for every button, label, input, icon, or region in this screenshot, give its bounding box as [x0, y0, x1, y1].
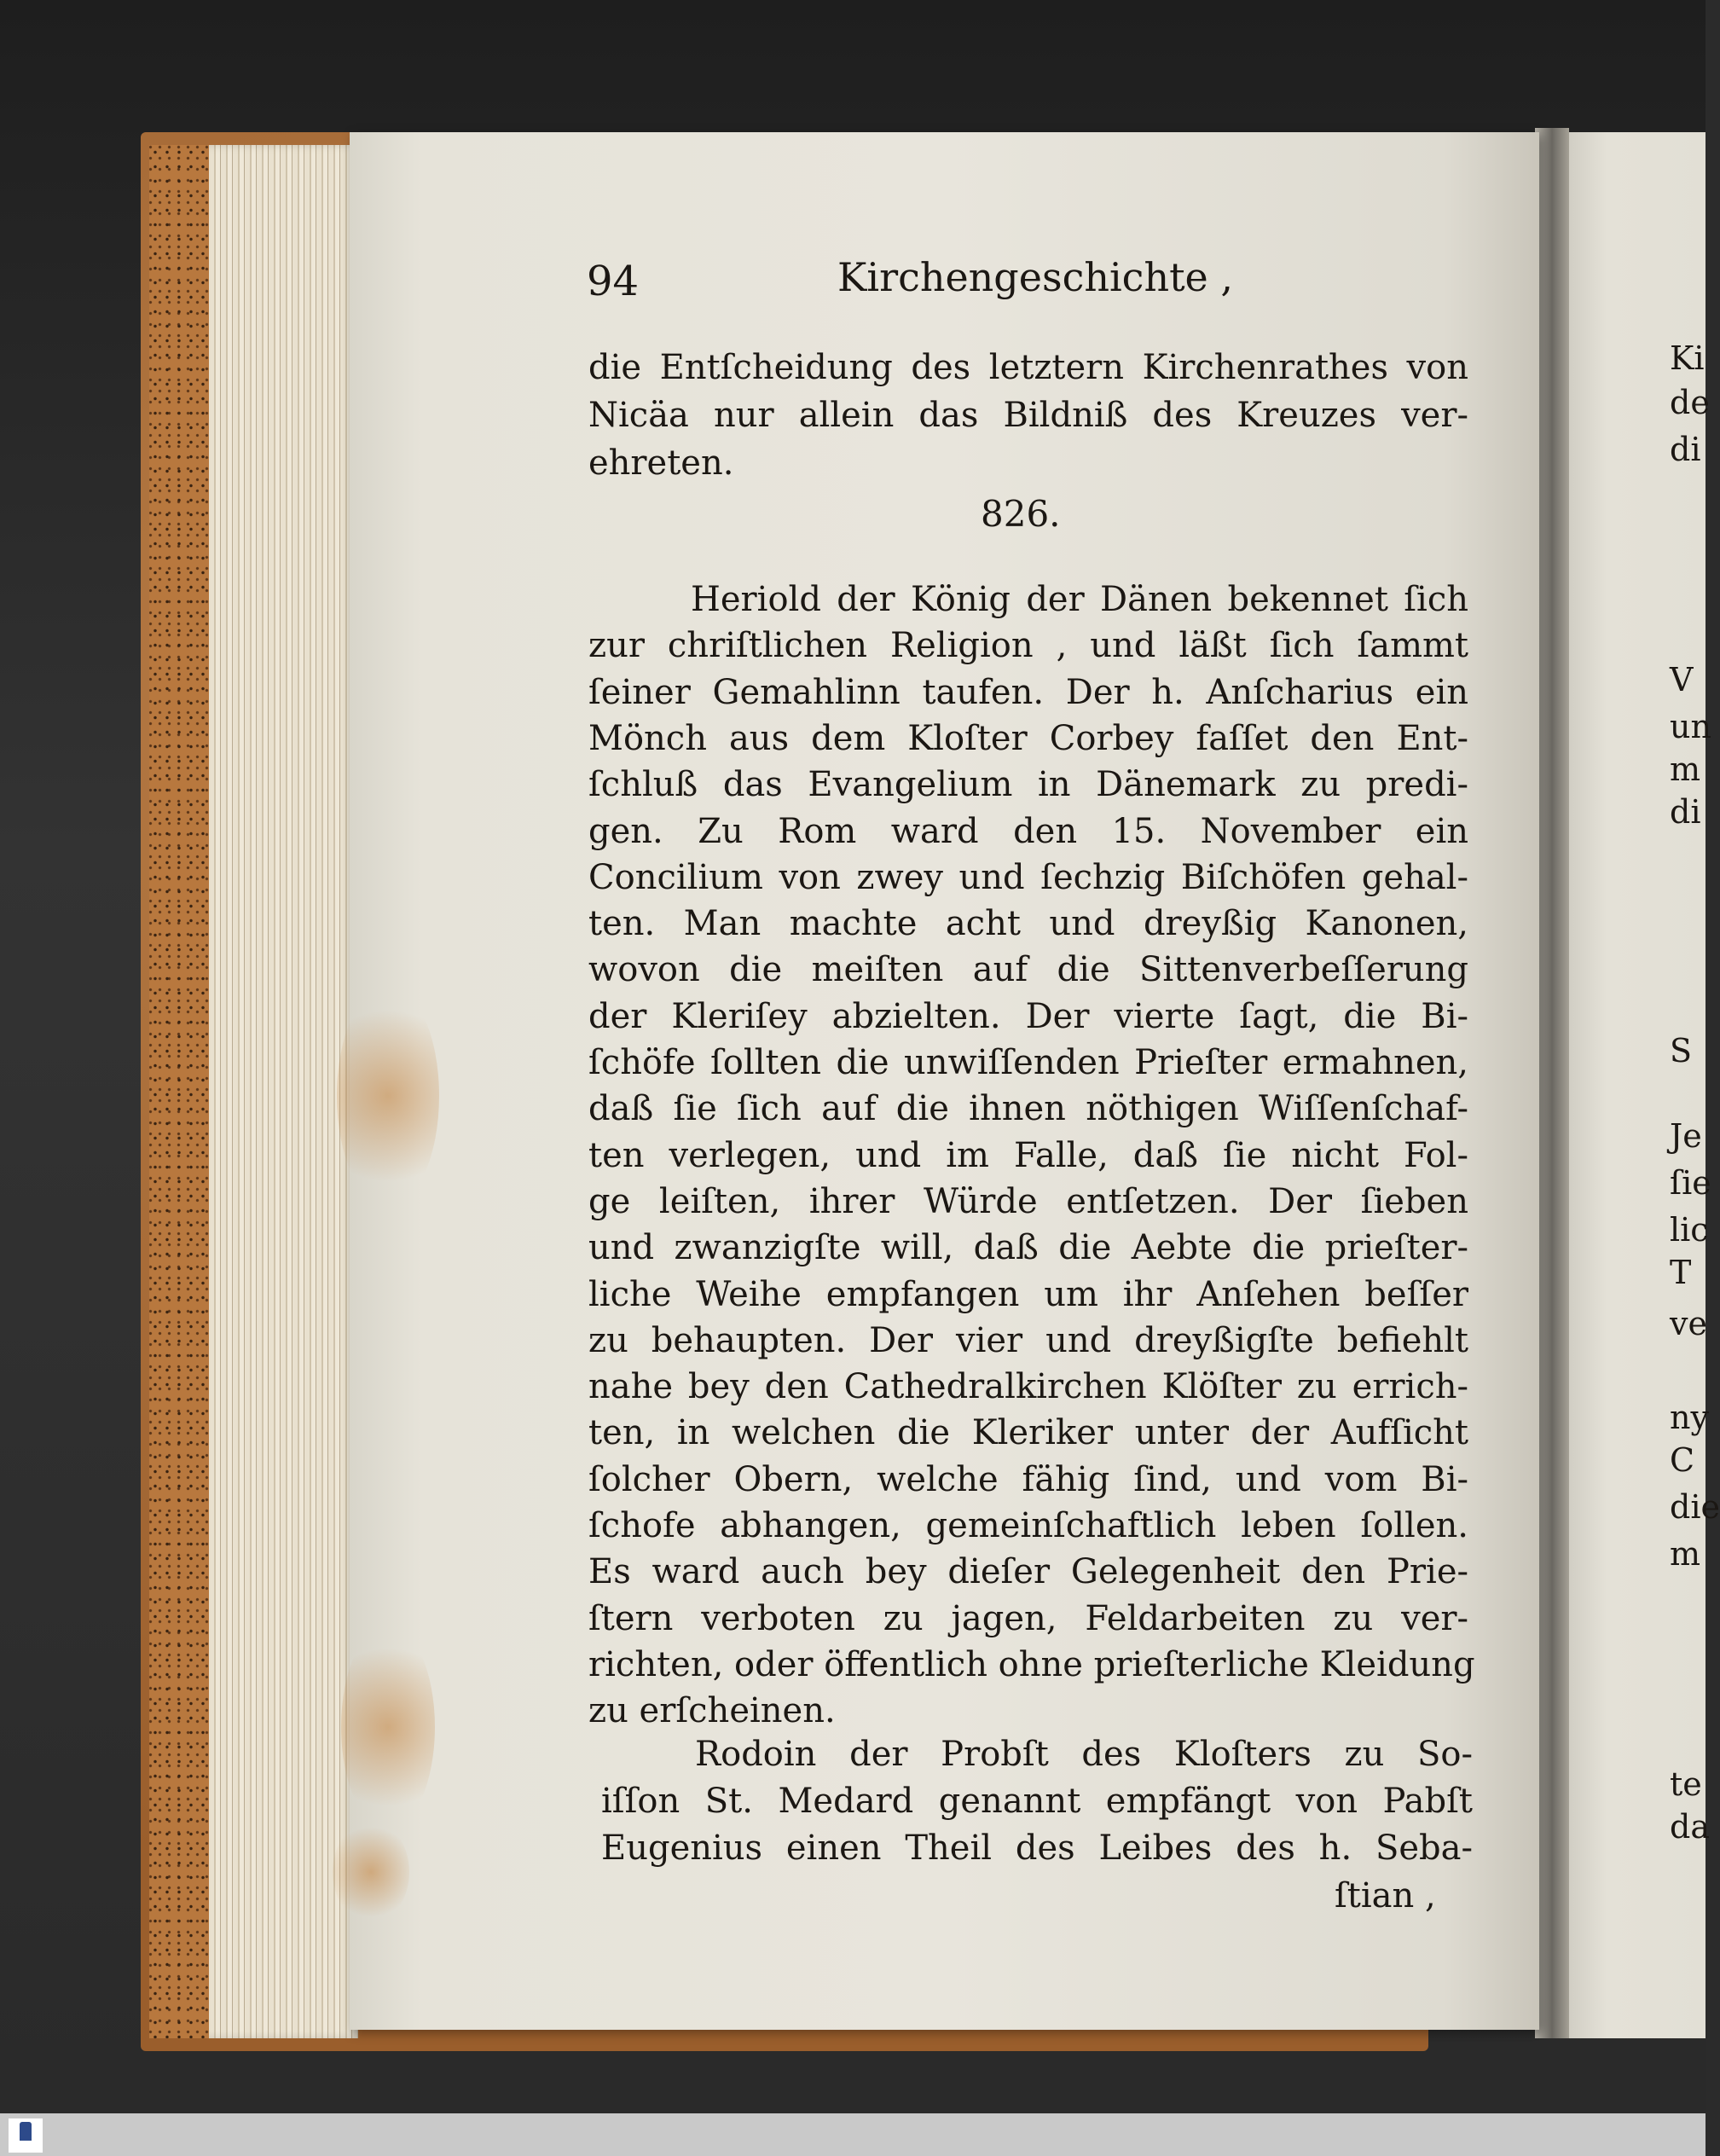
facing-fragment: di [1670, 431, 1701, 468]
text-line: und zwanzigſte will, daß die Aebte die prieſter- [588, 1228, 1468, 1268]
facing-fragment: ny [1670, 1399, 1709, 1436]
facing-fragment: Ki [1670, 339, 1705, 377]
text-line: daß ſie ſich auf die ihnen nöthigen Wiſſenſchaf- [588, 1089, 1468, 1129]
text-line: liche Weihe empfangen um ihr Anſehen beſſer [588, 1274, 1468, 1314]
text-line: Concilium von zwey und ſechzig Biſchöfen gehal- [588, 857, 1468, 897]
book-gutter [1535, 128, 1569, 2038]
text-line: Nicäa nur allein das Bildniß des Kreuzes ver- [588, 396, 1468, 435]
text-line: ſtern verboten zu jagen, Feldarbeiten zu ver- [588, 1598, 1468, 1638]
text-line: zur chriſtlichen Religion , und läßt ſich ſammt [588, 626, 1468, 666]
text-line: Eugenius einen Theil des Leibes des h. Seba- [601, 1829, 1473, 1868]
text-line: Rodoin der Probſt des Kloſters zu So- [695, 1735, 1473, 1774]
facing-fragment: m [1670, 1535, 1701, 1573]
facing-fragment: ve [1670, 1305, 1707, 1342]
text-line: ten, in welchen die Kleriker unter der Aufſicht [588, 1413, 1468, 1453]
catchword: ſtian , [1335, 1876, 1436, 1915]
text-line: ten. Man machte acht und dreyßig Kanonen, [588, 904, 1468, 944]
running-head: Kirchengeschichte , [837, 254, 1234, 300]
foxing-stain [337, 985, 439, 1207]
text-line: ſeiner Gemahlinn taufen. Der h. Anſcharius ein [588, 672, 1468, 712]
facing-fragment: un [1670, 708, 1711, 745]
text-line: nahe bey den Cathedralkirchen Klöſter zu errich- [588, 1367, 1468, 1407]
library-logo [9, 2118, 43, 2153]
text-line: Mönch aus dem Kloſter Corbey faſſet den Ent- [588, 718, 1468, 758]
facing-fragment: te [1670, 1765, 1702, 1803]
facing-fragment: di [1670, 793, 1701, 831]
facing-fragment: V [1670, 661, 1694, 698]
text-line: Es ward auch bey dieſer Gelegenheit den Prie- [588, 1552, 1468, 1592]
text-line: ten verlegen, und im Falle, daß ſie nicht Fol- [588, 1135, 1468, 1175]
library-logo-mark [20, 2122, 32, 2141]
text-line: richten, oder öffentlich ohne prieſterliche Kleidung [588, 1644, 1475, 1684]
text-line: ge leiſten, ihrer Würde entſetzen. Der ſieben [588, 1181, 1468, 1221]
text-line: der Kleriſey abzielten. Der vierte ſagt, die Bi- [588, 996, 1468, 1036]
facing-fragment: ſie [1670, 1164, 1711, 1202]
text-line: Heriold der König der Dänen bekennet ſich [691, 580, 1468, 619]
year-heading: 826. [981, 493, 1061, 535]
text-line: gen. Zu Rom ward den 15. November ein [588, 811, 1468, 851]
facing-fragment: de [1670, 384, 1710, 421]
text-line: wovon die meiſten auf die Sittenverbeſſerung [588, 950, 1468, 990]
viewer-bottom-bar [0, 2113, 1706, 2156]
text-line: ehreten. [588, 443, 734, 483]
page-number: 94 [587, 258, 640, 305]
text-line: ſchluß das Evangelium in Dänemark zu predi- [588, 765, 1468, 805]
facing-fragment: Je [1670, 1117, 1702, 1155]
text-line: zu erſcheinen. [588, 1691, 836, 1731]
text-line: ſchöfe ſollten die unwiſſenden Prieſter ermahnen, [588, 1043, 1468, 1082]
page-block-edges [209, 145, 358, 2038]
facing-fragment: T [1670, 1254, 1692, 1291]
foxing-stain [333, 1821, 409, 1923]
foxing-stain [341, 1625, 435, 1829]
text-line: iſſon St. Medard genannt empfängt von Pabſt [601, 1782, 1473, 1821]
facing-fragment: C [1670, 1441, 1695, 1479]
text-line: zu behaupten. Der vier und dreyßigſte befiehlt [588, 1320, 1468, 1360]
facing-fragment: da [1670, 1808, 1710, 1846]
facing-fragment: die [1670, 1488, 1720, 1526]
text-line: ſchofe abhangen, gemeinſchaftlich leben ſollen. [588, 1506, 1468, 1545]
text-line: ſolcher Obern, welche fähig ſind, und vom Bi- [588, 1459, 1468, 1499]
facing-fragment: m [1670, 751, 1701, 788]
text-line: die Entſcheidung des letztern Kirchenrathes von [588, 348, 1468, 387]
facing-fragment: lic [1670, 1211, 1709, 1249]
facing-fragment: S [1670, 1032, 1693, 1069]
